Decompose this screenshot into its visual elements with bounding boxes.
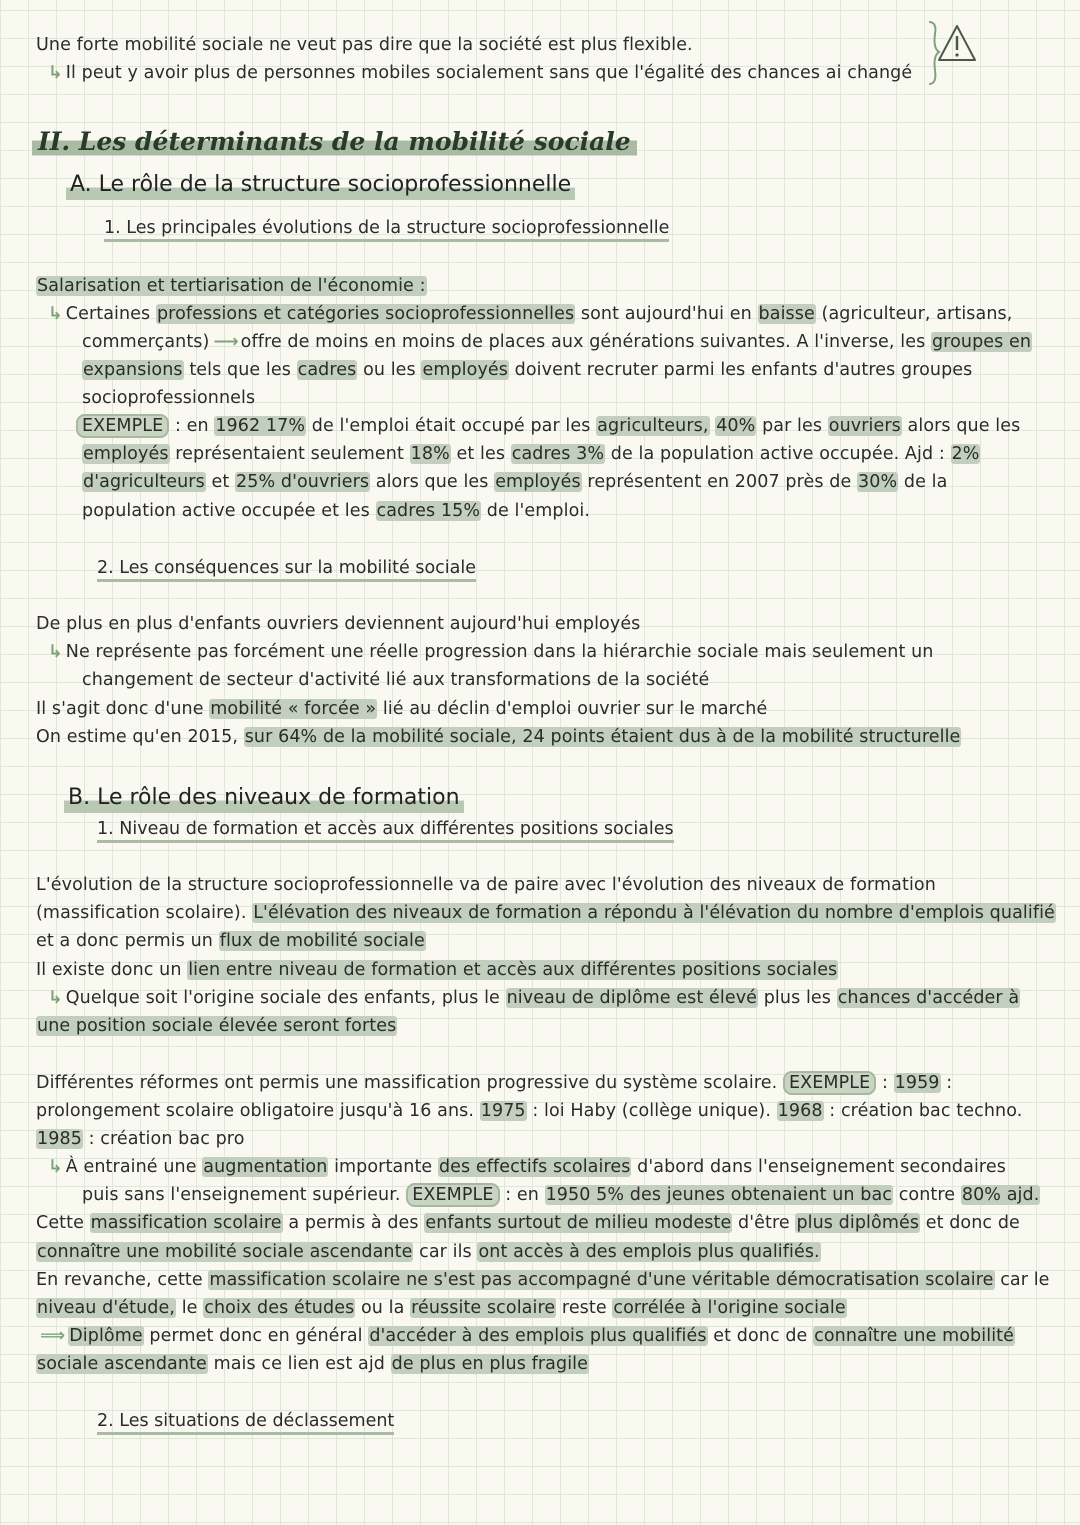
paragraph-line: connaître une mobilité sociale ascendante car ils ont accès à des emplois plus qualifiés. bbox=[37, 1242, 820, 1262]
paragraph-line: ↳ Certaines professions et catégories socioprofessionnelles sont aujourd'hui en baisse (agriculteur, artisans, bbox=[48, 304, 1013, 324]
paragraph-line: et a donc permis un flux de mobilité sociale bbox=[36, 931, 425, 951]
example-badge: EXEMPLE bbox=[783, 1071, 876, 1095]
paragraph-line: changement de secteur d'activité lié aux transformations de la société bbox=[82, 670, 710, 690]
paragraph-line: En revanche, cette massification scolaire ne s'est pas accompagné d'une véritable démocratisation scolaire car le bbox=[36, 1270, 1050, 1290]
paragraph-line: ↳ Ne représente pas forcément une réelle progression dans la hiérarchie sociale mais seulement un bbox=[48, 642, 934, 662]
return-arrow-icon: ↳ bbox=[48, 642, 63, 662]
part-a-title: A. Le rôle de la structure socioprofessionnelle bbox=[66, 170, 575, 200]
intro-line-2: ↳ Il peut y avoir plus de personnes mobiles socialement sans que l'égalité des chances ai changé bbox=[48, 63, 913, 83]
paragraph-line: employés représentaient seulement 18% et les cadres 3% de la population active occupée. Ajd : 2% bbox=[83, 444, 980, 464]
paragraph-line: sociale ascendante mais ce lien est ajd de plus en plus fragile bbox=[37, 1354, 588, 1374]
paragraph-line: d'agriculteurs et 25% d'ouvriers alors que les employés représentent en 2007 près de 30% de la bbox=[83, 472, 948, 492]
paragraph-line: ↳ Quelque soit l'origine sociale des enfants, plus le niveau de diplôme est élevé plus les chances d'accéder à bbox=[48, 988, 1020, 1008]
warning-triangle-icon bbox=[925, 18, 977, 88]
return-arrow-icon: ↳ bbox=[48, 63, 63, 83]
paragraph-line: EXEMPLE : en 1962 17% de l'emploi était occupé par les agriculteurs, 40% par les ouvriers alors que les bbox=[76, 412, 1020, 440]
paragraph-line: Il existe donc un lien entre niveau de formation et accès aux différentes positions sociales bbox=[36, 960, 838, 980]
paragraph-line: De plus en plus d'enfants ouvriers deviennent aujourd'hui employés bbox=[36, 614, 641, 634]
paragraph-line: On estime qu'en 2015, sur 64% de la mobilité sociale, 24 points étaient dus à de la mobilité structurelle bbox=[36, 727, 961, 747]
intro-line: Une forte mobilité sociale ne veut pas dire que la société est plus flexible. bbox=[36, 35, 693, 55]
paragraph-line: L'évolution de la structure socioprofessionnelle va de paire avec l'évolution des niveaux de formation bbox=[36, 875, 936, 895]
paragraph-line: ⟹ Diplôme permet donc en général d'accéder à des emplois plus qualifiés et donc de connaître une mobilité bbox=[40, 1326, 1014, 1346]
paragraph-line: Différentes réformes ont permis une massification progressive du système scolaire. EXEMPLE : 1959 : bbox=[36, 1073, 953, 1093]
return-arrow-icon: ↳ bbox=[48, 304, 63, 324]
example-badge: EXEMPLE bbox=[76, 414, 169, 438]
right-arrow-icon: ⟶ bbox=[213, 332, 239, 352]
paragraph-line: Cette massification scolaire a permis à des enfants surtout de milieu modeste d'être plus diplômés et donc de bbox=[36, 1213, 1020, 1233]
paragraph-line: prolongement scolaire obligatoire jusqu'à 16 ans. 1975 : loi Haby (collège unique). 1968 : création bac techno. bbox=[36, 1101, 1023, 1121]
paragraph-line: expansions tels que les cadres ou les employés doivent recruter parmi les enfants d'autres groupes bbox=[83, 360, 973, 380]
paragraph-line: socioprofessionnels bbox=[82, 388, 256, 408]
paragraph-line: Il s'agit donc d'une mobilité « forcée » lié au déclin d'emploi ouvrier sur le marché bbox=[36, 699, 768, 719]
paragraph-line: puis sans l'enseignement supérieur. EXEMPLE : en 1950 5% des jeunes obtenaient un bac contre 80% ajd. bbox=[82, 1185, 1040, 1205]
part-b-title: B. Le rôle des niveaux de formation bbox=[64, 783, 464, 813]
return-arrow-icon: ↳ bbox=[48, 988, 63, 1008]
paragraph-line: une position sociale élevée seront fortes bbox=[37, 1016, 397, 1036]
paragraph-line: ↳ À entrainé une augmentation importante des effectifs scolaires d'abord dans l'enseignement secondaires bbox=[48, 1157, 1006, 1177]
paragraph-line: niveau d'étude, le choix des études ou la réussite scolaire reste corrélée à l'origine sociale bbox=[37, 1298, 846, 1318]
paragraph-line: (massification scolaire). L'élévation des niveaux de formation a répondu à l'élévation du nombre d'emplois qualifié bbox=[36, 903, 1055, 923]
section-title: II. Les déterminants de la mobilité sociale bbox=[32, 126, 637, 158]
paragraph-line: 1985 : création bac pro bbox=[37, 1129, 245, 1149]
part-a-sub1-title: 1. Les principales évolutions de la structure socioprofessionnelle bbox=[104, 215, 669, 241]
part-a-sub2-title: 2. Les conséquences sur la mobilité sociale bbox=[97, 555, 476, 581]
implies-arrow-icon: ⟹ bbox=[40, 1326, 66, 1346]
paragraph-line: commerçants) ⟶ offre de moins en moins de places aux générations suivantes. A l'inverse, les groupes en bbox=[82, 332, 1032, 352]
part-b-sub1-title: 1. Niveau de formation et accès aux différentes positions sociales bbox=[97, 816, 674, 842]
paragraph-line: population active occupée et les cadres 15% de l'emploi. bbox=[82, 501, 591, 521]
part-b-sub2-title: 2. Les situations de déclassement bbox=[97, 1408, 394, 1434]
example-badge: EXEMPLE bbox=[406, 1183, 499, 1207]
return-arrow-icon: ↳ bbox=[48, 1157, 63, 1177]
paragraph-line: Salarisation et tertiarisation de l'économie : bbox=[37, 276, 426, 296]
